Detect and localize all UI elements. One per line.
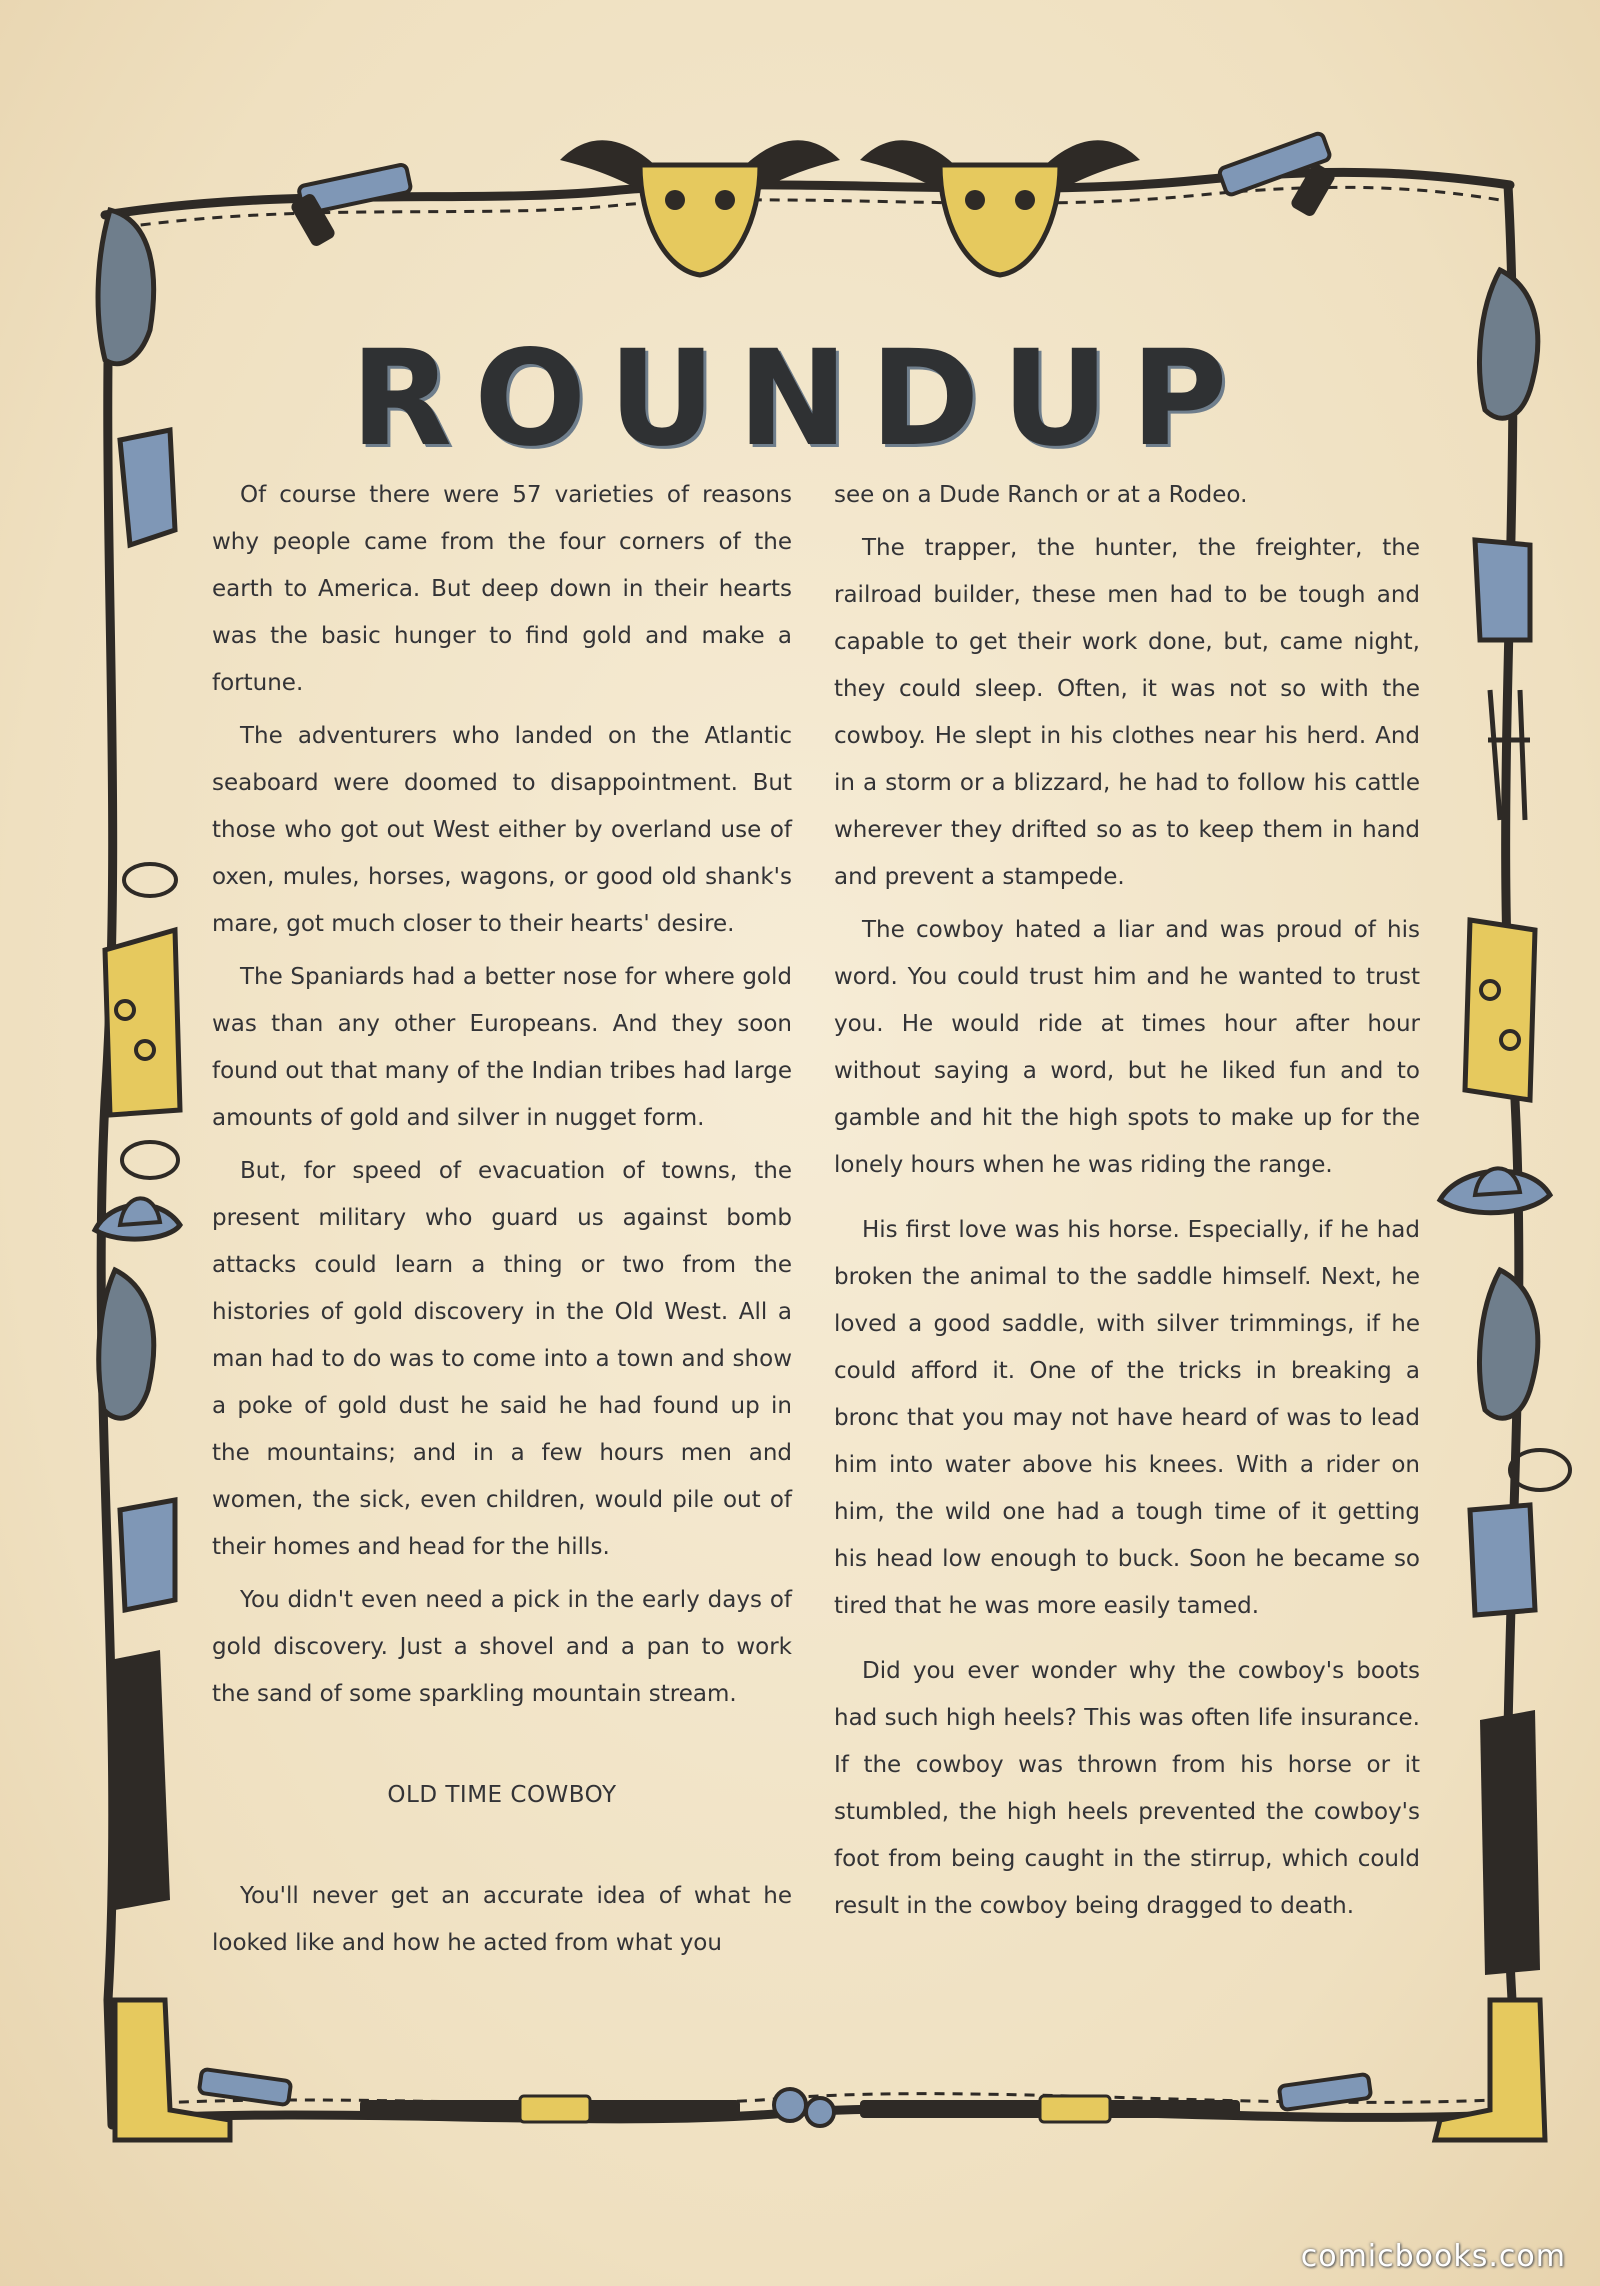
paragraph: Did you ever wonder why the cowboy's boots had such high heels? This was often life insurance. If the cowboy was thrown from his horse or it stumbled, the high heels prevented the cowboy's foot from being caught in the stirrup, which could result in the cowboy being dragged to death.	[834, 1658, 1420, 1919]
cowboy-boot-icon	[1435, 2000, 1545, 2140]
paragraph: You'll never get an accurate idea of what he looked like and how he acted from what you	[212, 1883, 792, 1956]
paragraph: The adventurers who landed on the Atlantic seaboard were doomed to disappointment. But those who got out West either by overland use of oxen, mules, horses, wagons, or good old shank's mare, got much closer to their hearts' desire.	[212, 723, 792, 937]
steer-skull-icon	[560, 140, 840, 275]
cowboy-hat-icon	[95, 1198, 180, 1239]
horse-head-icon	[1480, 1270, 1538, 1418]
section-heading: OLD TIME COWBOY	[387, 1782, 617, 1808]
holster-icon	[1470, 1505, 1535, 1615]
holster-icon	[1475, 540, 1530, 640]
chaps-icon	[105, 930, 180, 1115]
paragraph: see on a Dude Ranch or at a Rodeo.	[834, 482, 1248, 508]
right-column	[834, 472, 1420, 1930]
paragraph: The Spaniards had a better nose for where gold was than any other Europeans. And they soon found out that many of the Indian tribes had large amounts of gold and silver in nugget form.	[212, 964, 792, 1131]
revolver-icon	[1279, 2074, 1371, 2110]
steer-skull-icon	[860, 140, 1140, 275]
revolver-icon	[289, 164, 411, 248]
holster-icon	[120, 1500, 175, 1610]
saddle-icon	[1480, 1710, 1540, 1975]
paragraph: You didn't even need a pick in the early days of gold discovery. Just a shovel and a pan to work the sand of some sparkling mountain stream.	[212, 1587, 792, 1707]
cowboy-hat-icon	[1440, 1168, 1550, 1212]
chaps-icon	[1465, 920, 1535, 1100]
horse-head-icon	[99, 1270, 154, 1418]
paragraph: Of course there were 57 varieties of reasons why people came from the four corners of the earth to America. But deep down in their hearts was the basic hunger to find gold and make a fortune.	[212, 482, 792, 696]
revolver-icon	[199, 2069, 291, 2105]
paragraph: The cowboy hated a liar and was proud of his word. You could trust him and he wanted to trust you. He would ride at times hour after hour without saying a word, but he liked fun and to gamble and hit the high spots to make up for the lonely hours when he was riding the range.	[834, 917, 1420, 1178]
left-column	[212, 472, 792, 1967]
page-title: ROUNDUP	[350, 322, 1250, 476]
spur-icon	[774, 2089, 834, 2126]
paragraph: But, for speed of evacuation of towns, the present military who guard us against bomb attacks could learn a thing or two from the histories of gold discovery in the Old West. All a man had to do was to come into a town and show a poke of gold dust he said he had found up in the mountains; and in a few hours men and women, the sick, even children, would pile out of their homes and head for the hills.	[212, 1158, 792, 1560]
paragraph: The trapper, the hunter, the freighter, the railroad builder, these men had to be tough and capable to get their work done, but, came night, they could sleep. Often, it was not so with the cowboy. He slept in his clothes near his herd. And in a storm or a blizzard, he had to follow his cattle wherever they drifted so as to keep them in hand and prevent a stampede.	[834, 535, 1420, 890]
paragraph: His first love was his horse. Especially, if he had broken the animal to the saddle himself. Next, he loved a good saddle, with silver trimmings, if he could afford it. One of the tricks in breaking a bronc that you may not have heard of was to lead him into water above his knees. With a rider on him, the wild one had a tough time of it getting his head low enough to buck. Soon he became so tired that he was more easily tamed.	[834, 1217, 1420, 1619]
watermark: comicbooks.com	[1300, 2239, 1566, 2274]
saddle-icon	[110, 1650, 170, 1910]
revolver-icon	[1218, 132, 1337, 218]
